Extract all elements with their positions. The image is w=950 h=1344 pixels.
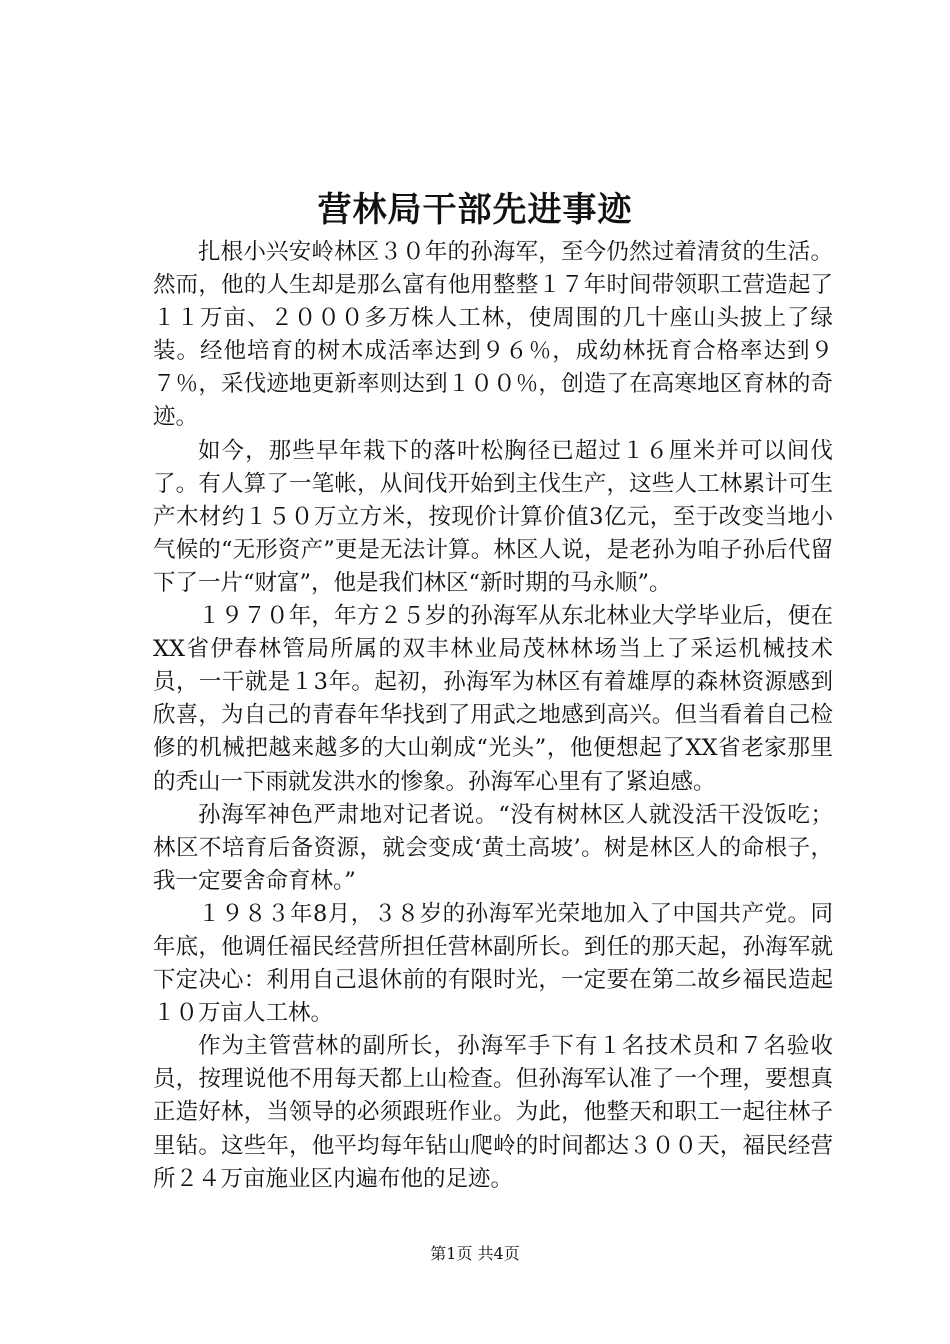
paragraph: 作为主管营林的副所长，孙海军手下有１名技术员和７名验收员，按理说他不用每天都上山检查。但孙海军认准了一个理，要想真正造好林，当领导的必须跟班作业。为此，他整天和职工一起往林子里钻。这些年，他平均每年钻山爬岭的时间都达３００天，福民经营所２４万亩施业区内遍布他的足迹。 bbox=[153, 1033, 833, 1192]
document-body bbox=[153, 236, 833, 1196]
page-number-label: 第1页 共4页 bbox=[430, 1244, 520, 1263]
paragraph: 扎根小兴安岭林区３０年的孙海军，至今仍然过着清贫的生活。然而，他的人生却是那么富有他用整整１７年时间带领职工营造起了１１万亩、２０００多万株人工林，使周围的几十座山头披上了绿装。经他培育的树木成活率达到９６％，成幼林抚育合格率达到９７％，采伐迹地更新率则达到１００％，创造了在高寒地区育林的奇迹。 bbox=[153, 239, 833, 431]
paragraph: 如今，那些早年栽下的落叶松胸径已超过１６厘米并可以间伐了。有人算了一笔帐，从间伐开始到主伐生产，这些人工林累计可生产木材约１５０万立方米，按现价计算价值3亿元，至于改变当地小气候的“无形资产”更是无法计算。林区人说，是老孙为咱子孙后代留下了一片“财富”，他是我们林区“新时期的马永顺”。 bbox=[153, 437, 833, 596]
page-footer bbox=[0, 1244, 950, 1264]
document-title: 营林局干部先进事迹 bbox=[317, 190, 633, 230]
paragraph: １９８３年8月，３８岁的孙海军光荣地加入了中国共产党。同年底，他调任福民经营所担任营林副所长。到任的那天起，孙海军就下定决心：利用自己退休前的有限时光，一定要在第二故乡福民造起１０万亩人工林。 bbox=[153, 900, 833, 1027]
paragraph: １９７０年，年方２５岁的孙海军从东北林业大学毕业后，便在XX省伊春林管局所属的双丰林业局茂林林场当上了采运机械技术员，一干就是１3年。起初，孙海军为林区有着雄厚的森林资源感到欣喜，为自己的青春年华找到了用武之地感到高兴。但当看着自己检修的机械把越来越多的大山剃成“光头”，他便想起了XX省老家那里的秃山一下雨就发洪水的惨象。孙海军心里有了紧迫感。 bbox=[153, 603, 833, 795]
paragraph: 孙海军神色严肃地对记者说。“没有树林区人就没活干没饭吃；林区不培育后备资源，就会变成‘黄土高坡’。树是林区人的命根子，我一定要舍命育林。” bbox=[153, 801, 833, 894]
